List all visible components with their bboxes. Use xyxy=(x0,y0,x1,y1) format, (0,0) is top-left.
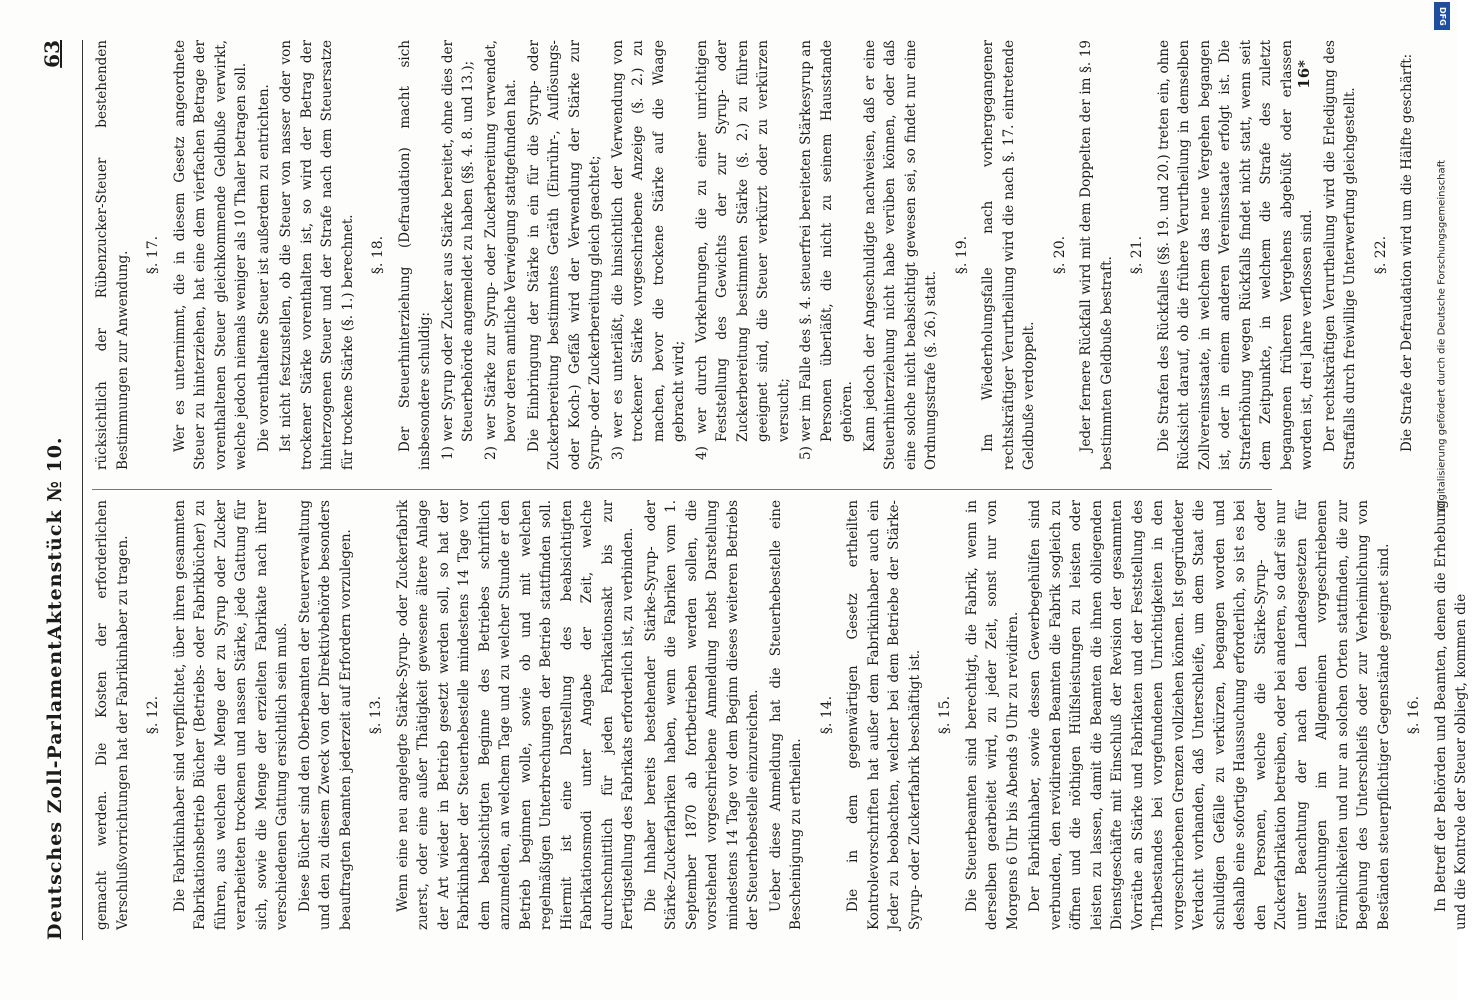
paragraph: Ist nicht festzustellen, ob die Steuer von nasser oder von trockener Stärke vorenthalten ist, so wird der Betrag der hinterzogenen Steuer und der Strafe nach dem Steuersatze für trockene Stärke (§. 1.) berechnet. xyxy=(278,40,356,470)
list-item: 3) wer es unterläßt, die hinsichtlich der Verwendung von trockener Stärke vorgeschriebene Anzeige (§. 2.) zu machen, bevor die trockene Stärke auf die Waage gebracht wird; xyxy=(609,40,687,460)
section-heading: §. 20. xyxy=(1051,235,1068,275)
dfg-logo: DFG xyxy=(1434,2,1450,30)
paragraph: Der rechtskräftigen Verurtheilung wird die Erledigung des Straffalls durch freiwillige Unterwerfung gleichgestellt. xyxy=(1321,40,1358,470)
header-title: Deutsches Zoll-Parlament. xyxy=(44,632,66,940)
paragraph: Kann jedoch der Angeschuldigte nachweisen, daß er eine Steuerhinterziehung nicht habe verüben können, oder daß eine solche nicht beabsichtigt gewesen sei, so findet nur eine Ordnungsstrafe (§. 26.) statt. xyxy=(861,40,939,470)
paragraph: Die Strafen des Rückfalles (§§. 19. und 20.) treten ein, ohne Rücksicht darauf, ob die frühere Verurtheilung in demselben Zollvereinsstaate, in welchem das neue Vergehen begangen ist, oder in einem anderen Vereinsstaate erfolgt ist. Die Straferhöhung wegen Rückfalls findet nicht statt, wenn seit dem Zeitpunkte, in welchem die Strafe des zuletzt begangenen früheren Vergehens abgebüßt oder erlassen worden ist, drei Jahre verflossen sind. xyxy=(1155,40,1315,470)
list-item: 2) wer Stärke zur Syrup- oder Zuckerbereitung verwendet, bevor deren amtliche Verwiegung stattgefunden hat. xyxy=(482,40,519,460)
paragraph: Die Einbringung der Stärke in ein für die Syrup- oder Zuckerbereitung bestimmtes Geräth (Einrühr-, Auflösungs- oder Koch-) Gefäß wird der Verwendung der Stärke zur Syrup- oder Zuckerbereitung gleich geachtet; xyxy=(525,40,603,470)
sheet-signature: 16* xyxy=(1295,60,1313,89)
paragraph: Im Wiederholungsfalle nach vorhergegangener rechtskräftiger Verurtheilung wird die nach §. 17. eintretende Geldbuße verdoppelt. xyxy=(980,40,1037,470)
paragraph: Die Inhaber bereits bestehender Stärke-Syrup- oder Stärke-Zuckerfabriken haben, wenn die Fabriken vom 1. September 1870 ab fortbetrieben werden sollen, die vorstehend vorgeschriebene Anmeldung nebst Darstellung mindestens 14 Tage vor dem Beginn dieses weiteren Betriebs der Steuerhebestelle einzureichen. xyxy=(642,500,761,930)
paragraph: Wer es unternimmt, die in diesem Gesetz angeordnete Steuer zu hinterziehen, hat eine dem vierfachen Betrage der vorenthaltenen Steuer gleichkommende Geldbuße verwirkt, welche jedoch niemals weniger als 10 Thaler betragen soll. xyxy=(171,40,249,470)
left-column xyxy=(92,500,1474,930)
paragraph: rücksichtlich der Rübenzucker-Steuer bestehenden Bestimmungen zur Anwendung. xyxy=(94,40,131,470)
section-heading: §. 13. xyxy=(368,695,384,735)
paragraph: Der Fabrikinhaber, sowie dessen Gewerbegehülfen sind verbunden, den revidirenden Beamten die Fabrik sogleich zu öffnen und die nöthigen Hülfsleistungen zu leisten oder leisten zu lassen, damit die Beamten die ihnen obliegenden Dienstgeschäfte mit Einschluß der Revision der gesammten Vorräthe an Stärke und Fabrikaten und der Feststellung des Thatbestandes bei vorgefundenen Unrichtigkeiten in den vorgeschriebenen Grenzen vollziehen können. Ist gegründeter Verdacht vorhanden, daß Unterschleife, um dem Staat die schuldigen Gefälle zu verkürzen, begangen worden und deshalb eine sofortige Haussuchung erforderlich, so ist es bei den Personen, welche die Stärke-Syrup- oder Zuckerfabrikation betreiben, oder bei anderen, so darf sie nur unter Beachtung der nach den Landesgesetzen für Haussuchungen im Allgemeinen vorgeschriebenen Förmlichkeiten und nur an solchen Orten stattfinden, die zur Begehung des Unterschleifs oder zur Verheimlichung von Beständen steuerpflichtiger Gegenstände geeignet sind. xyxy=(1027,500,1392,930)
page-header xyxy=(40,40,80,940)
paragraph: Die in dem gegenwärtigen Gesetz ertheilten Kontrolevorschriften hat außer dem Fabrikinhaber auch ein Jeder zu beobachten, welcher bei dem Betriebe der Stärke-Syrup- oder Zuckerfabrik beschäftigt ist. xyxy=(845,500,923,930)
paragraph: In Betreff der Behörden und Beamten, denen die Erhebung und die Kontrole der Steuer obliegt, kommen die xyxy=(1432,500,1469,930)
paragraph: Die Steuerbeamten sind berechtigt, die Fabrik, wenn in derselben gearbeitet wird, zu jeder Zeit, sonst nur von Morgens 6 Uhr bis Abends 9 Uhr zu revidiren. xyxy=(963,500,1021,930)
list-item: 5) wer im Falle des §. 4. steuerfrei bereiteten Stärkesyrup an Personen überläßt, die nicht zu seinem Hausstande gehören. xyxy=(798,40,855,460)
page-number: 63 xyxy=(40,40,64,68)
section-heading: §. 16. xyxy=(1406,695,1422,735)
paragraph: Der Steuerhinterziehung (Defraudation) macht sich insbesondere schuldig: xyxy=(396,40,433,470)
paragraph: Diese Bücher sind den Oberbeamten der Steuerverwaltung und den zu diesem Zweck von der Direktivbehörde besonders beauftragten Beamten jederzeit auf Erfordern vorzulegen. xyxy=(296,500,354,930)
section-heading: §. 21. xyxy=(1129,235,1145,275)
paragraph: Die vorenthaltene Steuer ist außerdem zu entrichten. xyxy=(255,84,272,452)
section-heading: §. 19. xyxy=(953,235,970,275)
section-heading: §. 15. xyxy=(937,695,953,735)
section-heading: §. 12. xyxy=(145,695,161,735)
right-column xyxy=(92,40,1420,470)
header-document-number: Aktenstück № 10. xyxy=(44,436,66,640)
paragraph: Ueber diese Anmeldung hat die Steuerhebestelle eine Bescheinigung zu ertheilen. xyxy=(767,500,804,930)
column-divider xyxy=(92,489,1272,490)
paragraph: Jeder fernere Rückfall wird mit dem Doppelten der im §. 19 bestimmten Geldbuße bestraft. xyxy=(1078,40,1115,470)
section-heading: §. 22. xyxy=(1372,235,1389,275)
paragraph: Die Strafe der Defraudation wird um die Hälfte geschärft: xyxy=(1399,53,1415,452)
credit-text: Digitalisierung gefördert durch die Deutsche Forschungsgemeinschaft xyxy=(1436,160,1448,511)
header-rule xyxy=(82,40,83,940)
paragraph: gemacht werden. Die Kosten der erforderlichen Verschlußvorrichtungen hat der Fabrikinhaber zu tragen. xyxy=(94,500,131,930)
list-item: 1) wer Syrup oder Zucker aus Stärke bereitet, ohne dies der Steuerbehörde angemeldet zu haben (§§. 4. 8. und 13.); xyxy=(439,40,476,460)
paragraph: Die Fabrikinhaber sind verpflichtet, über ihren gesammten Fabrikationsbetrieb Bücher (Betriebs- oder Fabrikbücher) zu führen, aus welchen die Menge der zu Syrup oder Zucker verarbeiteten trockenen und nassen Stärke, jede Gattung für sich, sowie die Menge der erzielten Fabrikate nach ihrer verschiedenen Gattung ersichtlich sein muß. xyxy=(171,500,290,930)
digitization-credit xyxy=(1433,0,1451,1000)
section-heading: §. 14. xyxy=(818,695,835,735)
list-item: 4) wer durch Vorkehrungen, die zu einer unrichtigen Feststellung des Gewichts der zur Syrup- oder Zuckerbereitung bestimmten Stärke (§. 2.) zu führen geeignet sind, die Steuer verkürzt oder zu verkürzen versucht; xyxy=(693,40,792,460)
paragraph: Wenn eine neu angelegte Stärke-Syrup- oder Zuckerfabrik zuerst, oder eine außer Thätigkeit gewesene ältere Anlage der Art wieder in Betrieb gesetzt werden soll, so hat der Fabrikinhaber der Steuerhebestelle mindestens 14 Tage vor dem beabsichtigten Beginne des Betriebes schriftlich anzumelden, an welchem Tage und zu welcher Stunde er den Betrieb beginnen wolle, sowie ob und mit welchen regelmäßigen Unterbrechungen der Betrieb stattfinden soll. Hiermit ist eine Darstellung des beabsichtigten Fabrikationsmodi unter Angabe der Zeit, welche durchschnittlich für jeden Fabrikationsakt bis zur Fertigstellung des Fabrikats erforderlich ist, zu verbinden. xyxy=(394,500,636,930)
section-heading: §. 18. xyxy=(370,235,386,275)
section-heading: §. 17. xyxy=(145,235,161,275)
